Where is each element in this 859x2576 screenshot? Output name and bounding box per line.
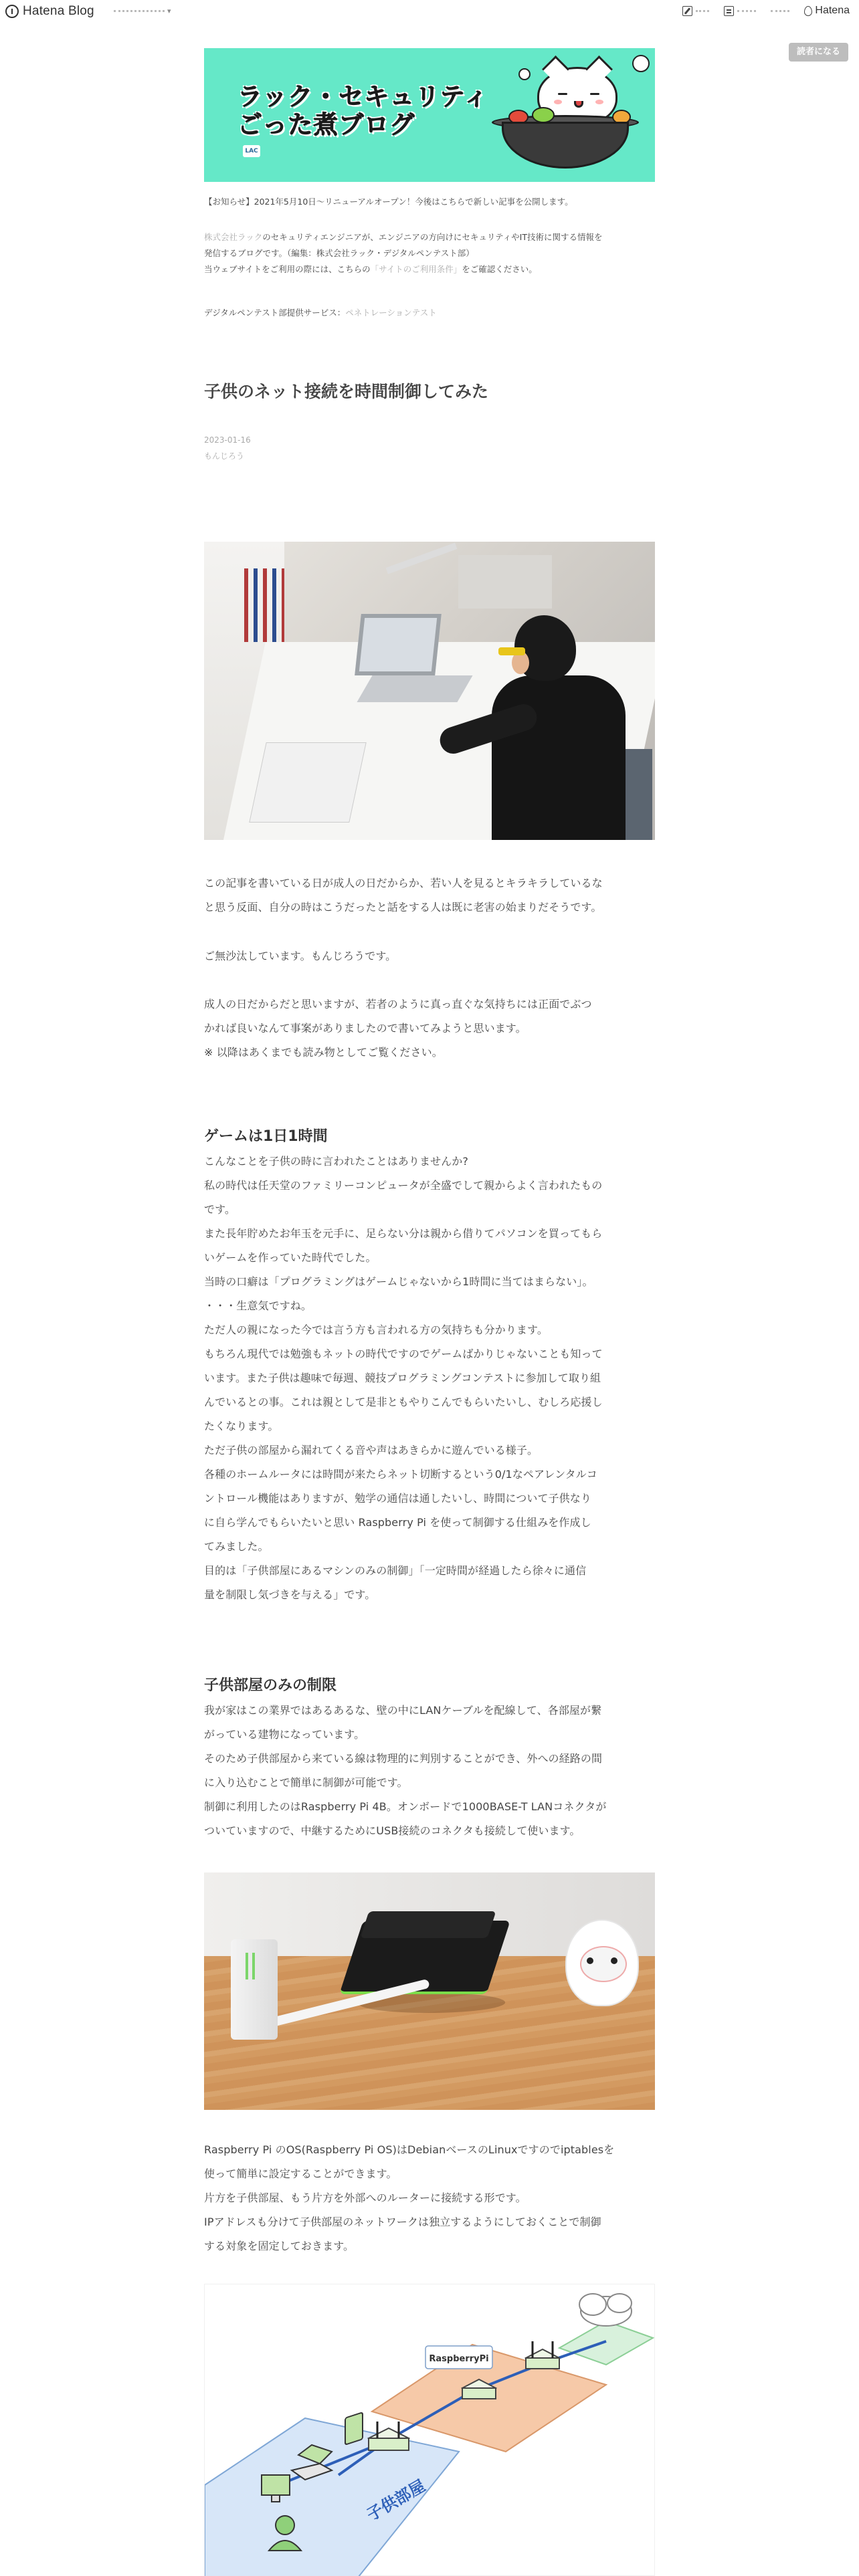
lac-logo: LAC: [243, 145, 260, 157]
banner-title: ラック・セキュリティ ごった煮ブログ: [237, 82, 489, 139]
hatena-blog-logo-text: Hatena Blog: [23, 4, 94, 18]
blog-header-banner[interactable]: [204, 48, 655, 182]
intro-paragraph-2: ご無沙汰しています。もんじろうです。: [204, 950, 397, 962]
entry-author[interactable]: もんじろう: [204, 451, 245, 461]
raspberry-pi-os-paragraph: Raspberry Pi のOS(Raspberry Pi OS)はDebianベースのLinuxですのでiptablesを 使って簡単に設定することができます。 片方を子供部屋、もう片方を外部へのルーターに接続する形です。 IPアドレスも分けて子供部屋のネットワークは独立するようにしておくことで制御 する対象を固定しておきます。: [204, 2143, 615, 2252]
hotpot-illustration: [502, 122, 629, 169]
entry-date[interactable]: 2023-01-16: [204, 435, 251, 445]
hatena-topbar: [0, 0, 859, 23]
section-heading-kids-room: 子供部屋のみの制限: [204, 1677, 337, 1694]
company-link[interactable]: 株式会社ラック: [204, 232, 263, 242]
reader-button[interactable]: [724, 6, 756, 16]
chevron-down-icon: ▾: [167, 7, 171, 15]
tablet-icon: [345, 2412, 363, 2444]
vegetable-illustration: [532, 107, 555, 123]
section-body-kids-room: 我が家はこの業界ではあるあるな、壁の中にLANケーブルを配線して、各部屋が繋 がっている建物になっています。 そのため子供部屋から来ている線は物理的に判別することができ、外への経路の間 に入り込むことで簡単に制御が可能です。 制御に利用したのはRaspberry Pi 4B。オンボードで1000BASE-T LANコネクタが ついていますので、中継するためにUSB接続のコネクタも接続して使います。: [204, 1704, 607, 1837]
kids-room-area: [205, 2418, 459, 2576]
hatena-account-menu[interactable]: [804, 5, 850, 17]
topbar-right: [682, 5, 850, 17]
hatena-blog-logo-icon: [5, 5, 19, 18]
service-info: デジタルペンテスト部提供サービス：ペネトレーションテスト: [204, 308, 437, 318]
outside-area: [559, 2321, 653, 2365]
author-working-photo: [204, 542, 655, 840]
announcement: 【お知らせ】2021年5月10日～リニューアルオープン！今後はこちらで新しい記事を公開します。: [204, 197, 573, 207]
hatena-flame-icon: [804, 6, 812, 16]
network-diagram: [204, 2284, 655, 2576]
steam-decoration: [518, 68, 531, 80]
pencil-icon: [682, 6, 692, 16]
outside-router-icon: [526, 2341, 559, 2369]
user-menu[interactable]: [771, 10, 789, 12]
section-heading-game-time: ゲームは1日1時間: [204, 1128, 328, 1145]
blog-description: 株式会社ラックのセキュリティエンジニアが、エンジニアの方向けにセキュリティやIT技術に関する情報を 発信するブログです。（編集：株式会社ラック・デジタルペンテスト部） 当ウェブサイトをご利用の際には、こちらの「サイトのご利用条件」をご確認ください。: [204, 232, 603, 274]
intro-paragraph-1: この記事を書いている日が成人の日だからか、若い人を見るとキラキラしているな と思う反面、自分の時はこうだったと話をする人は既に老害の始まりだそうです。: [204, 877, 603, 914]
hatena-brand-text: Hatena: [815, 5, 850, 16]
write-button[interactable]: [682, 6, 709, 16]
entry-title[interactable]: 子供のネット接続を時間制御してみた: [204, 382, 489, 401]
section-body-game-time: こんなことを子供の時に言われたことはありませんか? 私の時代は任天堂のファミリーコンピュータが全盛でして親からよく言われたもの です。 また長年貯めたお年玉を元手に、足らない分は親から借りてパソコンを買ってもら いゲームを作っていた時代でした。 当時の口癖は「プログラミングはゲームじゃないから1時間に当てはまらない」。 ・・・生意気ですね。 ただ人の親になった今では言う方も言われる方の気持ちも分かります。 もちろん現代では勉強もネットの時代ですのでゲームばかりじゃないことも知って います。また子供は趣味で毎週、競技プログラミングコンテストに参加して取り組 んでいるとの事。これは親として是非ともやりこんでもらいたいし、むしろ応援し たくなります。 ただ子供の部屋から漏れてくる音や声はあきらかに遊んでいる様子。 各種のホームルータには時間が来たらネット切断するという0/1なペアレンタルコ ントロール機能はありますが、勉学の通信は通したいし、時間について子供なり に自ら学んでもらいたいと思い Raspberry Pi を使って制御する仕組みを作成し てみました。 目的は「子供部屋にあるマシンのみの制御」「一定時間が経過したら徐々に通信 量を制限し気づきを与える」です。: [204, 1155, 603, 1601]
kids-room-router-icon: [369, 2422, 409, 2450]
list-icon: [724, 6, 734, 16]
hatena-blog-logo[interactable]: [5, 4, 94, 19]
raspberry-pi-label: RaspberryPi: [429, 2354, 489, 2364]
subscribe-button[interactable]: 読者になる: [789, 43, 848, 62]
intro-paragraph-3: 成人の日だからだと思いますが、若者のように真っ直ぐな気持ちには正面でぶつ かれば良いなんて事案がありましたので書いてみようと思います。 ※ 以降はあくまでも読み物としてご覧ください。: [204, 998, 592, 1059]
blog-menu[interactable]: [114, 7, 171, 15]
terms-link[interactable]: 「サイトのご利用条件」: [370, 264, 462, 274]
cloud-icon: [579, 2294, 632, 2326]
blog-menu-placeholder: [114, 10, 165, 13]
pentest-service-link[interactable]: ペネトレーションテスト: [345, 308, 437, 318]
network-diagram-svg: [205, 2284, 656, 2576]
kids-room-label: 子供部屋: [363, 2476, 429, 2525]
raspberry-pi-photo: [204, 1872, 655, 2110]
steam-decoration: [632, 55, 650, 72]
